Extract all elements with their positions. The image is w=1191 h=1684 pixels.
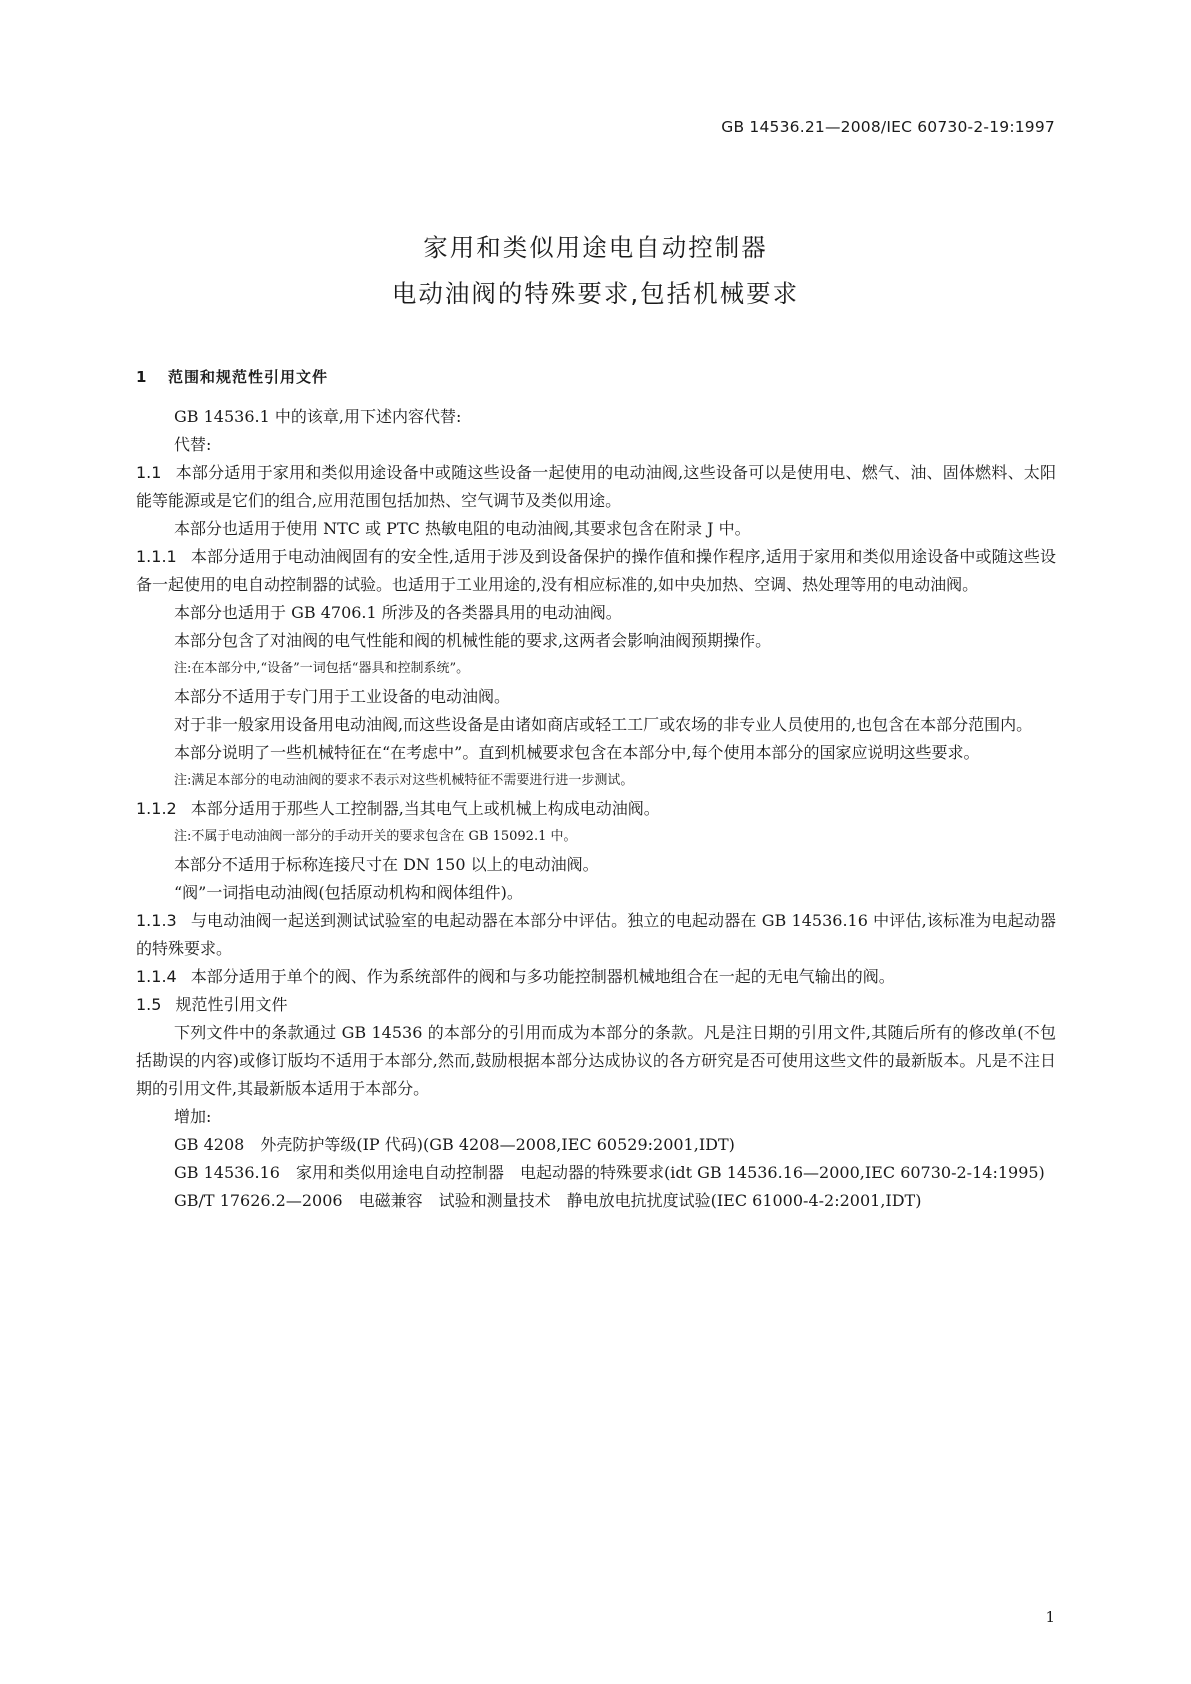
note: 注:满足本部分的电动油阀的要求不表示对这些机械特征不需要进行进一步测试。 [174, 773, 634, 788]
document-body [136, 364, 1056, 1215]
note: 注:不属于电动油阀一部分的手动开关的要求包含在 GB 15092.1 中。 [174, 829, 577, 844]
clause-number: 1.1.3 [136, 911, 177, 930]
clause-number: 1.1.2 [136, 799, 177, 818]
clause-text: 本部分适用于单个的阀、作为系统部件的阀和与多功能控制器机械地组合在一起的无电气输出的阀。 [190, 967, 895, 986]
paragraph: 本部分说明了一些机械特征在“在考虑中”。直到机械要求包含在本部分中,每个使用本部分的国家应说明这些要求。 [174, 743, 980, 762]
clause-number: 1.5 [136, 995, 162, 1014]
clause-1-1 [136, 459, 1056, 515]
note: 注:在本部分中,“设备”一词包括“器具和控制系统”。 [174, 661, 470, 676]
clause-number: 1.1 [136, 463, 162, 482]
document-title-line-1: 家用和类似用途电自动控制器 [423, 233, 768, 262]
clause-text: 与电动油阀一起送到测试试验室的电起动器在本部分中评估。独立的电起动器在 GB 14536.16 中评估,该标准为电起动器的特殊要求。 [136, 911, 1056, 958]
paragraph: 对于非一般家用设备用电动油阀,而这些设备是由诸如商店或轻工工厂或农场的非专业人员使用的,也包含在本部分范围内。 [174, 715, 1033, 734]
reference-entry: GB 4208 外壳防护等级(IP 代码)(GB 4208—2008,IEC 60529:2001,IDT) [174, 1135, 735, 1154]
paragraph: 下列文件中的条款通过 GB 14536 的本部分的引用而成为本部分的条款。凡是注日期的引用文件,其随后所有的修改单(不包括勘误的内容)或修订版均不适用于本部分,然而,鼓励根据本部分达成协议的各方研究是否可使用这些文件的最新版本。凡是不注日期的引用文件,其最新版本适用于本部分。 [136, 1023, 1056, 1098]
section-heading [136, 364, 1056, 391]
clause-1-1-2 [136, 795, 1056, 823]
page-number: 1 [1045, 1608, 1055, 1626]
paragraph: 增加: [174, 1107, 212, 1126]
paragraph: 本部分也适用于 GB 4706.1 所涉及的各类器具用的电动油阀。 [174, 603, 622, 622]
clause-text: 本部分适用于家用和类似用途设备中或随这些设备一起使用的电动油阀,这些设备可以是使用电、燃气、油、固体燃料、太阳能等能源或是它们的组合,应用范围包括加热、空气调节及类似用途。 [136, 463, 1056, 510]
clause-1-5 [136, 991, 1056, 1019]
clause-number: 1.1.1 [136, 547, 177, 566]
document-title-line-2: 电动油阀的特殊要求,包括机械要求 [391, 279, 800, 308]
paragraph: 本部分不适用于标称连接尺寸在 DN 150 以上的电动油阀。 [174, 855, 599, 874]
clause-text: 规范性引用文件 [175, 995, 288, 1014]
paragraph: 本部分不适用于专门用于工业设备的电动油阀。 [174, 687, 511, 706]
paragraph: 本部分也适用于使用 NTC 或 PTC 热敏电阻的电动油阀,其要求包含在附录 J 中。 [174, 519, 751, 538]
reference-entry: GB 14536.16 家用和类似用途电自动控制器 电起动器的特殊要求(idt GB 14536.16—2000,IEC 60730-2-14:1995) [174, 1163, 1045, 1182]
clause-1-1-4 [136, 963, 1056, 991]
clause-text: 本部分适用于那些人工控制器,当其电气上或机械上构成电动油阀。 [190, 799, 660, 818]
clause-1-1-3 [136, 907, 1056, 963]
standard-code: GB 14536.21—2008/IEC 60730-2-19:1997 [721, 118, 1055, 136]
section-number: 1 [136, 368, 148, 386]
clause-1-1-1 [136, 543, 1056, 599]
section-title: 范围和规范性引用文件 [168, 368, 329, 386]
reference-entry: GB/T 17626.2—2006 电磁兼容 试验和测量技术 静电放电抗扰度试验(IEC 61000-4-2:2001,IDT) [174, 1191, 922, 1210]
paragraph: 本部分包含了对油阀的电气性能和阀的机械性能的要求,这两者会影响油阀预期操作。 [174, 631, 772, 650]
clause-text: 本部分适用于电动油阀固有的安全性,适用于涉及到设备保护的操作值和操作程序,适用于家用和类似用途设备中或随这些设备一起使用的电自动控制器的试验。也适用于工业用途的,没有相应标准的,如中央加热、空调、热处理等用的电动油阀。 [136, 547, 1056, 594]
paragraph: 代替: [174, 435, 212, 454]
clause-number: 1.1.4 [136, 967, 177, 986]
paragraph: GB 14536.1 中的该章,用下述内容代替: [174, 407, 462, 426]
paragraph: “阀”一词指电动油阀(包括原动机构和阀体组件)。 [174, 883, 523, 902]
